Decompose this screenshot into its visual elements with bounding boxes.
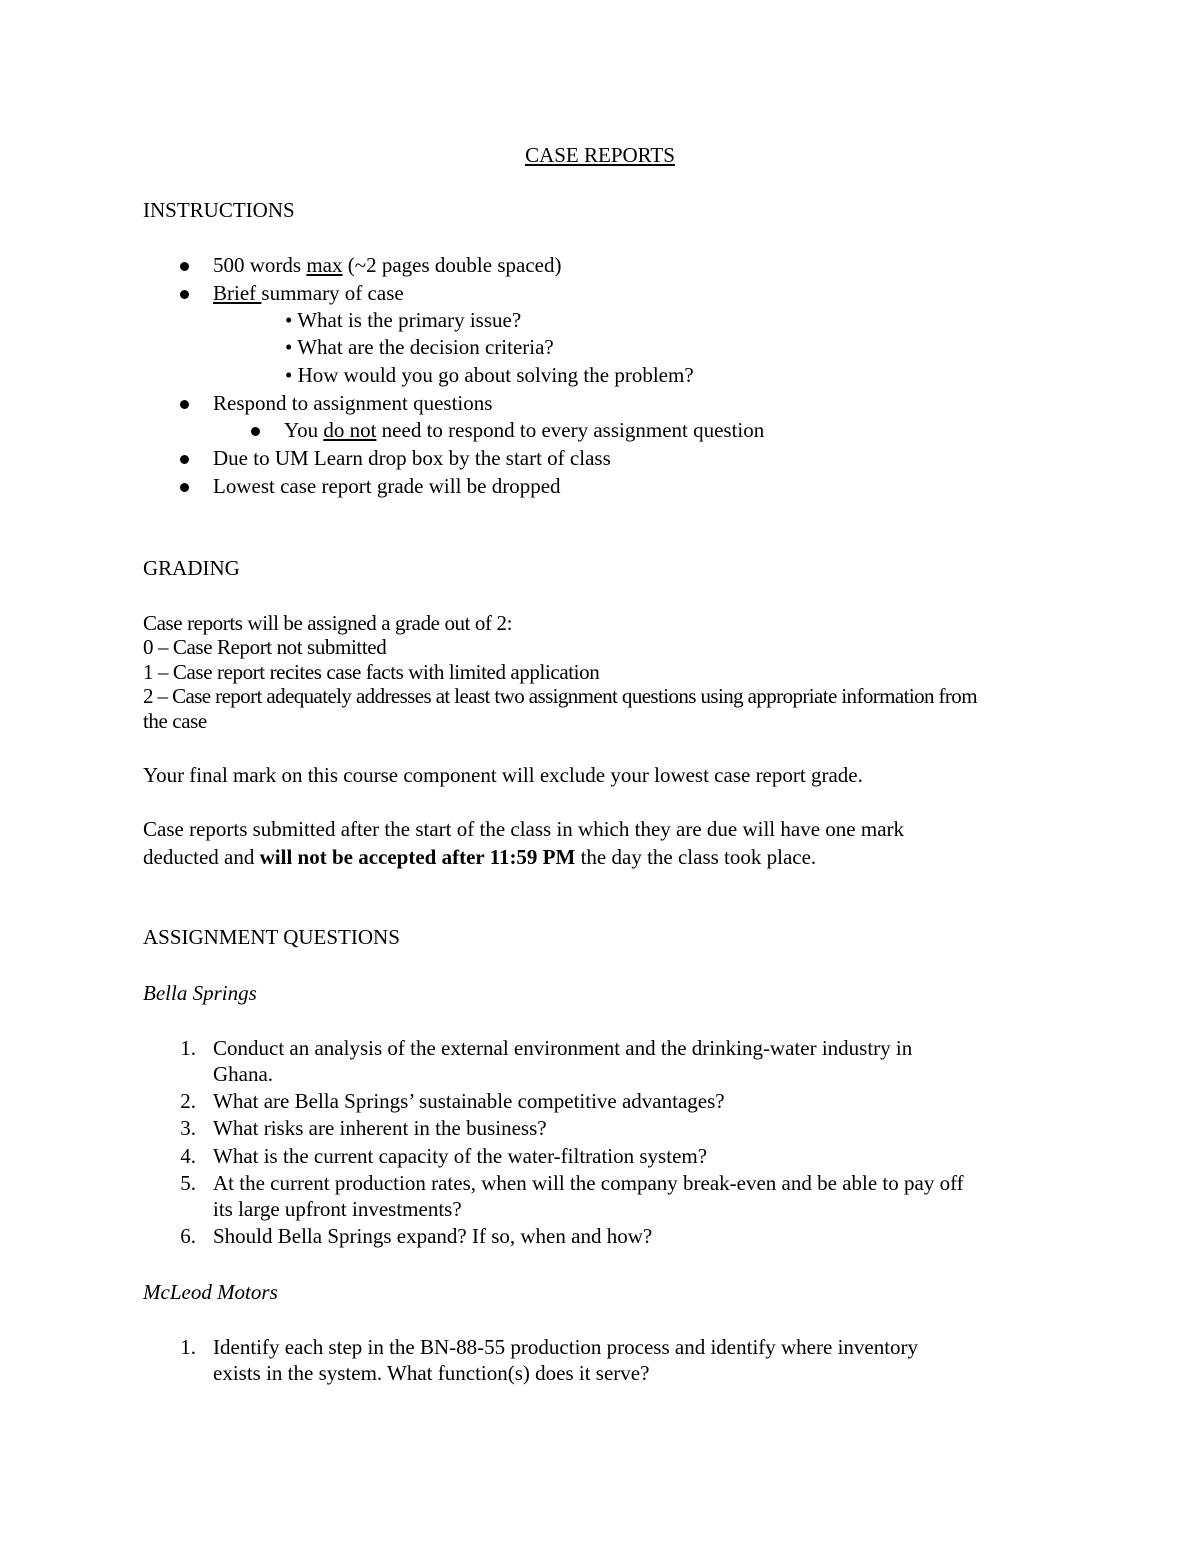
question-text: What is the current capacity of the water-filtration system? (213, 1144, 708, 1168)
late-policy-bold-text: will not be accepted after 11:59 PM (259, 845, 576, 869)
instructions-heading: INSTRUCTIONS (143, 198, 295, 222)
question-text: Identify each step in the BN-88-55 production process and identify where inventory (213, 1335, 919, 1359)
case-name-mcleod-motors: McLeod Motors (143, 1280, 278, 1304)
question-number: 2. (180, 1089, 196, 1113)
final-mark-paragraph: Your final mark on this course component will exclude your lowest case report grade. (143, 763, 863, 787)
question-text: exists in the system. What function(s) does it serve? (213, 1361, 650, 1385)
grading-line: 0 – Case Report not submitted (143, 635, 387, 659)
item-text: 500 words (213, 253, 307, 277)
item-text: You (284, 418, 324, 442)
sub-bullet-item: • What is the primary issue? (285, 308, 522, 332)
bullet-icon (180, 262, 189, 271)
question-text: What risks are inherent in the business? (213, 1116, 547, 1140)
grading-line: 2 – Case report adequately addresses at least two assignment questions using appropriate information from (143, 684, 977, 708)
question-text: What are Bella Springs’ sustainable competitive advantages? (213, 1089, 725, 1113)
item-underlined-text: Brief (213, 281, 262, 305)
assignment-questions-heading: ASSIGNMENT QUESTIONS (143, 925, 400, 949)
bullet-icon (180, 483, 189, 492)
bullet-icon (180, 455, 189, 464)
instruction-item-due: Due to UM Learn drop box by the start of class (213, 446, 611, 470)
item-underlined-text: max (306, 253, 343, 277)
late-policy-line: Case reports submitted after the start of the class in which they are due will have one mark (143, 817, 905, 841)
late-policy-text: the day the class took place. (575, 845, 817, 869)
instruction-item-dropped: Lowest case report grade will be dropped (213, 474, 561, 498)
bullet-icon (180, 400, 189, 409)
item-text: need to respond to every assignment question (376, 418, 765, 442)
bullet-icon (180, 290, 189, 299)
question-number: 1. (180, 1335, 196, 1359)
sub-bullet-item: • How would you go about solving the problem? (285, 363, 694, 387)
question-text: its large upfront investments? (213, 1197, 462, 1221)
item-underlined-text: do not (323, 418, 377, 442)
question-number: 3. (180, 1116, 196, 1140)
grading-line: Case reports will be assigned a grade out of 2: (143, 611, 513, 635)
question-text: Should Bella Springs expand? If so, when and how? (213, 1224, 653, 1248)
instruction-item-summary (213, 280, 404, 306)
question-number: 4. (180, 1144, 196, 1168)
sub-bullet-item: • What are the decision criteria? (285, 335, 554, 359)
question-number: 6. (180, 1224, 196, 1248)
question-text: At the current production rates, when will the company break-even and be able to pay off (213, 1171, 964, 1195)
bullet-icon (251, 427, 260, 436)
instruction-item-respond: Respond to assignment questions (213, 391, 493, 415)
late-policy-line (143, 844, 816, 870)
case-name-bella-springs: Bella Springs (143, 981, 257, 1005)
instruction-item-word-limit (213, 252, 561, 278)
instruction-subitem-respond (284, 417, 764, 443)
item-text: (~2 pages double spaced) (342, 253, 562, 277)
grading-line: the case (143, 709, 207, 733)
grading-line: 1 – Case report recites case facts with limited application (143, 660, 600, 684)
page-title: CASE REPORTS (525, 143, 675, 167)
question-number: 1. (180, 1036, 196, 1060)
late-policy-text: deducted and (143, 845, 260, 869)
item-text: summary of case (261, 281, 404, 305)
question-number: 5. (180, 1171, 196, 1195)
grading-heading: GRADING (143, 556, 240, 580)
question-text: Conduct an analysis of the external environment and the drinking-water industry in (213, 1036, 913, 1060)
question-text: Ghana. (213, 1062, 274, 1086)
